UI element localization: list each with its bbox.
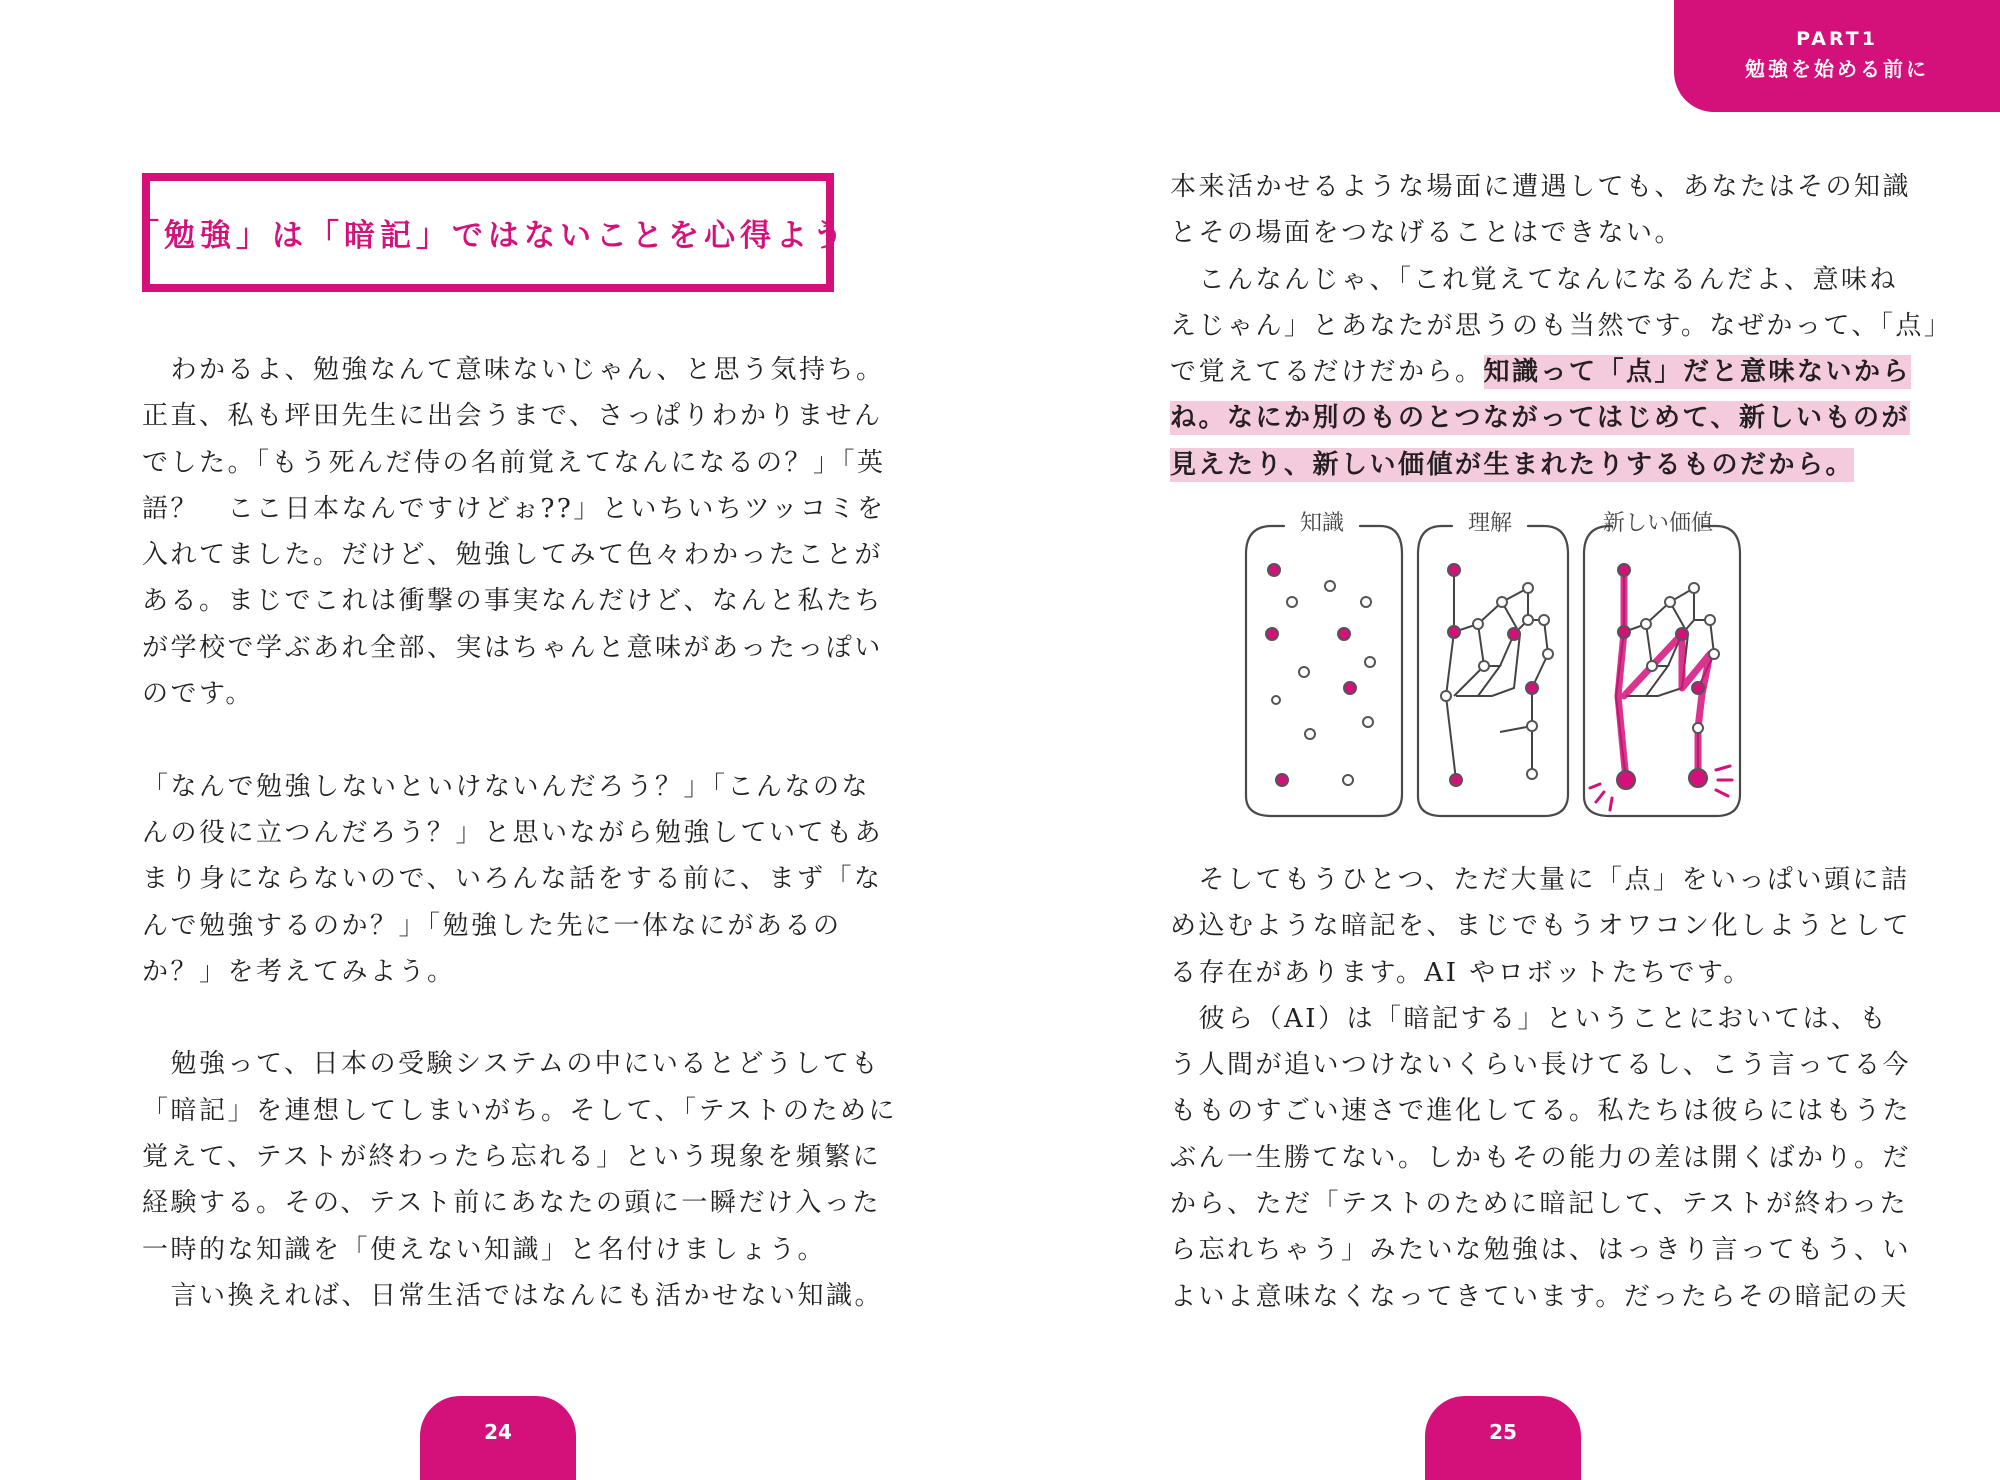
text-line: 正直、私も坪田先生に出会うまで、さっぱりわかりません	[142, 401, 883, 432]
text-line	[1170, 442, 1952, 488]
text-line: そしてもうひとつ、ただ大量に「点」をいっぱい頭に詰	[1170, 865, 1910, 895]
right-page	[1000, 0, 2000, 1480]
knowledge-dots	[1266, 564, 1375, 786]
text-line	[1170, 395, 1952, 441]
text-line: ある。まじでこれは衝撃の事実なんだけど、なんと私たち	[142, 586, 884, 617]
text-line: ら忘れちゃう」みたいな勉強は、はっきり言ってもう、い	[1170, 1235, 1912, 1266]
text-line: う人間が追いつけないくらい長けてるし、こう言ってる今	[1170, 1050, 1912, 1081]
chapter-title: 勉強を始める前に	[1745, 57, 1929, 81]
paragraph-gap	[142, 717, 897, 763]
text-line: 語？ ここ日本なんですけどぉ??」といちいちツッコミを	[142, 493, 886, 524]
text-line: め込むような暗記を、まじでもうオワコン化しようとして	[1170, 911, 1912, 942]
highlighted-text: 知識って「点」だと意味ないから	[1483, 357, 1912, 388]
text-line: 一時的な知識を「使えない知識」と名付けましょう。	[142, 1234, 827, 1265]
chapter-part-label: PART1	[1796, 28, 1878, 50]
left-body-text	[142, 347, 897, 1319]
text-line: 勉強って、日本の受験システムの中にいるとどうしても	[142, 1049, 880, 1080]
text-line: わかるよ、勉強なんて意味ないじゃん、と思う気持ち。	[142, 355, 885, 385]
text-line: から、ただ「テストのために暗記して、テストが終わった	[1170, 1189, 1909, 1220]
highlighted-text: 見えたり、新しい価値が生まれたりするものだから。	[1170, 449, 1855, 480]
text-line: 「暗記」を連想してしまいがち。そして、「テストのために	[142, 1095, 897, 1126]
text-line: んで勉強するのか？」「勉強した先に一体なにがあるの	[142, 910, 842, 941]
text-line: 入れてました。だけど、勉強してみて色々わかったことが	[142, 540, 884, 571]
text-line: とその場面をつなげることはできない。	[1170, 218, 1684, 249]
paragraph-gap	[142, 995, 897, 1041]
text-line: えじゃん」とあなたが思うのも当然です。なぜかって、「点」	[1170, 310, 1953, 341]
figure-label-knowledge: 知識	[1299, 511, 1345, 536]
text-line: もものすごい速さで進化してる。私たちは彼らにはもうた	[1170, 1096, 1912, 1127]
text-line: 本来活かせるような場面に遭遇しても、あなたはその知識	[1170, 172, 1912, 202]
right-body-text-bottom	[1170, 857, 1911, 1320]
figure-label-understanding: 理解	[1467, 511, 1513, 536]
text-line: 経験する。その、テスト前にあなたの頭に一瞬だけ入った	[142, 1188, 881, 1219]
text-line: 彼ら（AI）は「暗記する」ということにおいては、も	[1170, 1003, 1889, 1034]
panel-frame-new-value	[1584, 526, 1740, 816]
text-line: んの役に立つんだろう？」と思いながら勉強していてもあ	[142, 817, 884, 848]
page-number-right	[1425, 1396, 1581, 1480]
chapter-tab	[1674, 0, 2000, 112]
text-line: 言い換えれば、日常生活ではなんにも活かせない知識。	[142, 1280, 884, 1311]
highlighted-text: ね。なにか別のものとつながってはじめて、新しいものが	[1170, 403, 1910, 434]
text-line	[1170, 349, 1952, 395]
page-number-label: 24	[484, 1420, 512, 1444]
text-line: か？」を考えてみよう。	[142, 956, 456, 987]
knowledge-illustration	[1232, 504, 1772, 824]
section-heading: 「勉強」は「暗記」ではないことを心得よう	[128, 218, 848, 254]
page-number-label: 25	[1489, 1420, 1517, 1444]
new-value-highlight-path	[1618, 570, 1710, 780]
text-line: 「なんで勉強しないといけないんだろう？」「こんなのな	[142, 771, 871, 802]
right-body-text-top	[1170, 164, 1952, 488]
text-line: こんなんじゃ、「これ覚えてなんになるんだよ、意味ね	[1170, 264, 1899, 295]
text-fragment: で覚えてるだけだから。	[1170, 357, 1484, 388]
text-line: が学校で学ぶあれ全部、実はちゃんと意味があったっぽい	[142, 632, 883, 663]
section-heading-box	[128, 173, 848, 292]
page-number-left	[420, 1396, 576, 1480]
text-line: でした。「もう死んだ侍の名前覚えてなんになるの？」「英	[142, 447, 886, 478]
text-line: よいよ意味なくなってきています。だったらその暗記の天	[1170, 1281, 1909, 1312]
text-line: る存在があります。AI やロボットたちです。	[1170, 957, 1752, 988]
text-line: 覚えて、テストが終わったら忘れる」という現象を頻繁に	[142, 1142, 882, 1173]
text-line: のです。	[142, 679, 254, 710]
figure-label-new-value: 新しい価値	[1602, 511, 1714, 536]
text-line: まり身にならないので、いろんな話をする前に、まず「な	[142, 864, 883, 895]
sparkle-marks	[1590, 766, 1732, 810]
text-line: ぶん一生勝てない。しかもその能力の差は開くばかり。だ	[1170, 1142, 1912, 1173]
panel-frame-understanding	[1418, 526, 1568, 816]
